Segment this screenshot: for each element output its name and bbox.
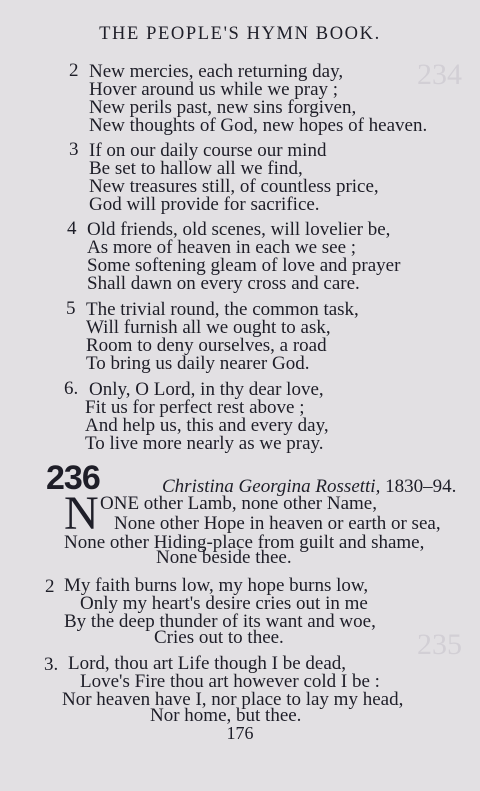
author-name: Christina Georgina Rossetti,	[162, 476, 381, 497]
verse-line: New perils past, new sins forgiven,	[89, 97, 357, 118]
verse-line: As more of heaven in each we see ;	[87, 237, 357, 258]
verse-line: Will furnish all we ought to ask,	[86, 317, 331, 338]
verse-line: Cries out to thee.	[154, 627, 284, 648]
verse-line: Room to deny ourselves, a road	[86, 335, 327, 356]
verse-line: Hover around us while we pray ;	[89, 79, 339, 100]
verse-line: None other Hope in heaven or earth or sea,	[114, 513, 441, 534]
verse-line: Old friends, old scenes, will lovelier be,	[87, 219, 391, 240]
drop-cap: N	[64, 487, 99, 540]
stanza-number: 3	[69, 139, 79, 160]
verse-line: New thoughts of God, new hopes of heaven.	[89, 115, 428, 136]
verse-line: Shall dawn on every cross and care.	[87, 273, 360, 294]
running-header: THE PEOPLE'S HYMN BOOK.	[99, 24, 381, 44]
verse-line: ONE other Lamb, none other Name,	[100, 493, 377, 514]
verse-line: New mercies, each returning day,	[89, 61, 344, 82]
verse-line: Nor heaven have I, nor place to lay my head,	[62, 689, 404, 710]
verse-line: By the deep thunder of its want and woe,	[64, 611, 376, 632]
verse-line: If on our daily course our mind	[89, 140, 327, 161]
verse-line: God will provide for sacrifice.	[89, 194, 320, 215]
verse-line: Love's Fire thou art however cold I be :	[80, 671, 380, 692]
verse-line: Only my heart's desire cries out in me	[80, 593, 368, 614]
stanza-number: 2	[45, 576, 55, 597]
verse-line: To live more nearly as we pray.	[85, 433, 324, 454]
bleed-through-number: 235	[417, 628, 462, 661]
verse-line: Some softening gleam of love and prayer	[87, 255, 401, 276]
stanza-number: 5	[66, 298, 76, 319]
stanza-number: 2	[69, 60, 79, 81]
verse-line: My faith burns low, my hope burns low,	[64, 575, 369, 596]
verse-line: New treasures still, of countless price,	[89, 176, 379, 197]
author-years: 1830–94.	[385, 476, 457, 497]
verse-line: Nor home, but thee.	[150, 705, 302, 726]
verse-line: None beside thee.	[156, 547, 292, 568]
page-number: 176	[226, 723, 254, 743]
bleed-through-number: 234	[417, 58, 462, 91]
stanza-number: 3.	[44, 654, 59, 675]
verse-line: Lord, thou art Life though I be dead,	[68, 653, 347, 674]
verse-line: And help us, this and every day,	[85, 415, 329, 436]
verse-line: Be set to hallow all we find,	[89, 158, 303, 179]
verse-line: Only, O Lord, in thy dear love,	[89, 379, 324, 400]
stanza-number: 6.	[64, 378, 79, 399]
verse-line: Fit us for perfect rest above ;	[85, 397, 305, 418]
verse-line: None other Hiding-place from guilt and shame,	[64, 532, 425, 553]
verse-line: The trivial round, the common task,	[86, 299, 359, 320]
hymn-number: 236	[46, 459, 100, 497]
verse-line: To bring us daily nearer God.	[86, 353, 310, 374]
stanza-number: 4	[67, 218, 77, 239]
